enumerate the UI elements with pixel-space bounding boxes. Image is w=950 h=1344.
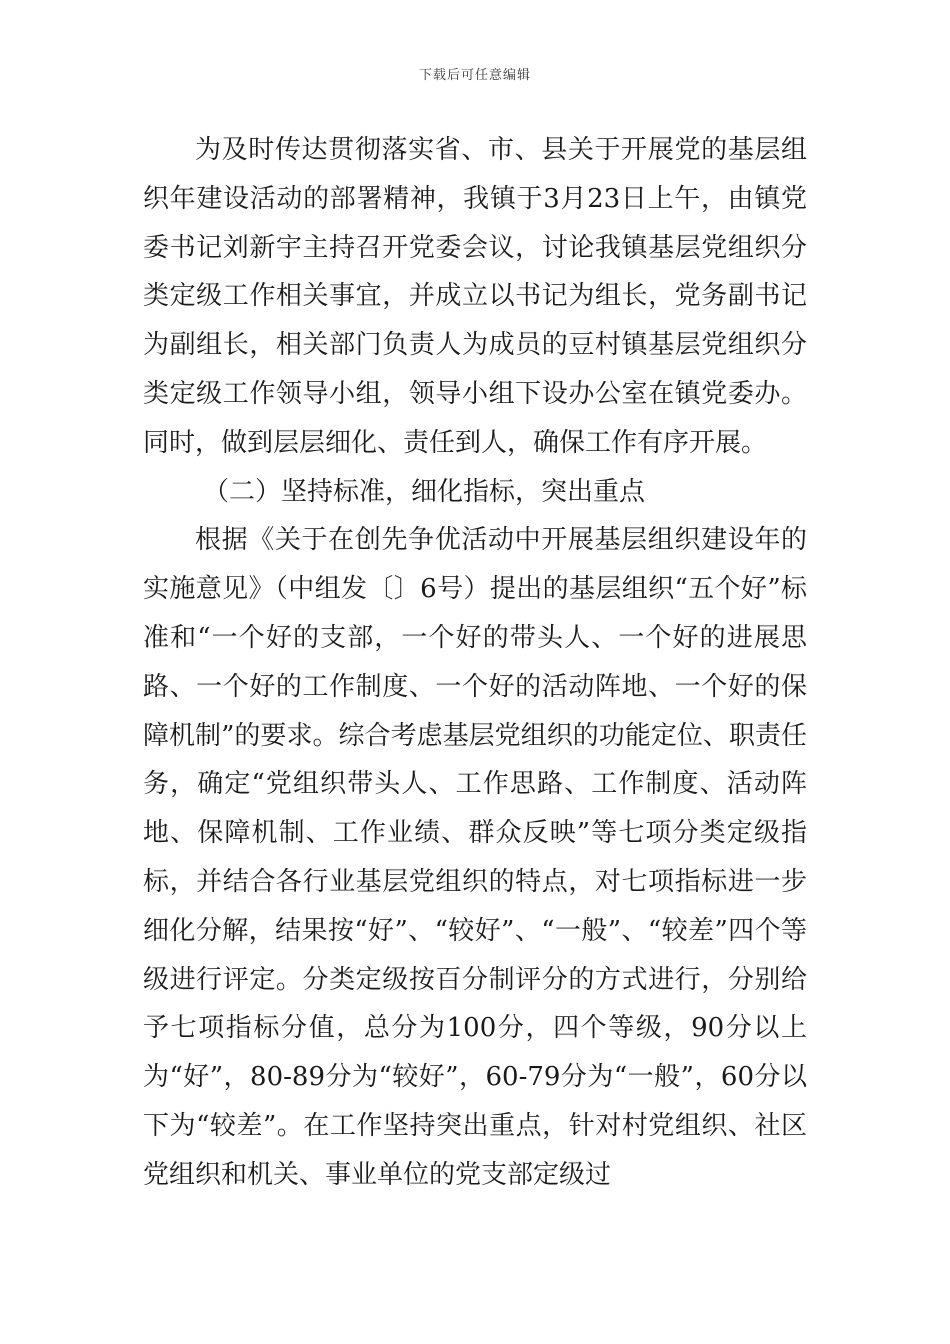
paragraph-2: 根据《关于在创先争优活动中开展基层组织建设年的实施意见》（中组发〔〕6号）提出的基层组织“五个好”标准和“一个好的支部，一个好的带头人、一个好的进展思路、一个好的工作制度、一个好的活动阵地、一个好的保障机制”的要求。综合考虑基层党组织的功能定位、职责任务，确定“党组织带头人、工作思路、工作制度、活动阵地、保障机制、工作业绩、群众反映”等七项分类定级指标，并结合各行业基层党组织的特点，对七项指标进一步细化分解，结果按“好”、“较好”、“一般”、“较差”四个等级进行评定。分类定级按百分制评分的方式进行，分别给予七项指标分值，总分为100分，四个等级，90分以上为“好”，80-89分为“较好”，60-79分为“一般”，60分以下为“较差”。在工作坚持突出重点，针对村党组织、社区党组织和机关、事业单位的党支部定级过 [143,525,807,1190]
document-body [143,126,807,1200]
section-heading: （二）坚持标准，细化指标，突出重点 [203,476,646,507]
paragraph-1: 为及时传达贯彻落实省、市、县关于开展党的基层组织年建设活动的部署精神，我镇于3月23日上午，由镇党委书记刘新宇主持召开党委会议，讨论我镇基层党组织分类定级工作相关事宜，并成立以书记为组长，党务副书记为副组长，相关部门负责人为成员的豆村镇基层党组织分类定级工作领导小组，领导小组下设办公室在镇党委办。同时，做到层层细化、责任到人，确保工作有序开展。 [143,135,807,458]
page-header: 下载后可任意编辑 [418,68,531,83]
